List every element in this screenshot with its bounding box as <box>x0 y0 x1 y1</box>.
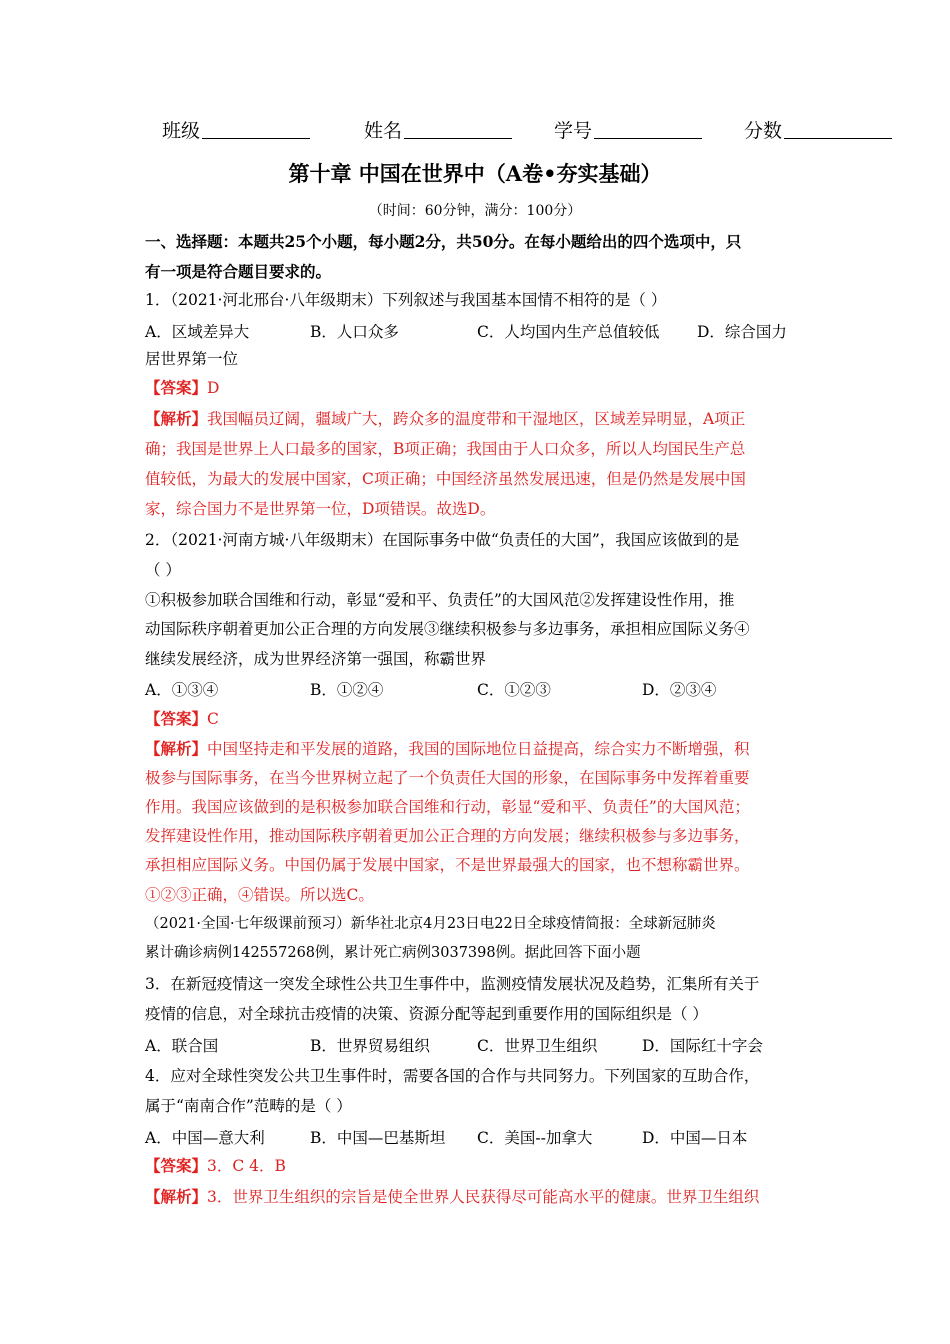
q4-option-c[interactable]: C．美国--加拿大 <box>477 1129 593 1147</box>
analysis-tag: 【解析】 <box>145 1187 208 1206</box>
q4-option-b[interactable]: B．中国—巴基斯坦 <box>310 1129 446 1147</box>
q2-analysis-line2: 极参与国际事务，在当今世界树立起了一个负责任大国的形象，在国际事务中发挥着重要 <box>145 769 750 787</box>
q2-analysis-line6: ①②③正确，④错误。所以选C。 <box>145 886 374 904</box>
q3-option-b[interactable]: B．世界贸易组织 <box>310 1037 430 1055</box>
student-id-label: 学号 <box>554 120 593 142</box>
q3-q4-answer-value: 3．C 4．B <box>207 1157 286 1175</box>
q1-answer-value: D <box>207 379 220 397</box>
q1-analysis-line4: 家，综合国力不是世界第一位，D项错误。故选D。 <box>145 500 496 518</box>
exam-duration: （时间：60分钟，满分：100分） <box>368 203 582 219</box>
q1-option-c[interactable]: C．人均国内生产总值较低 <box>477 323 660 341</box>
q2-option-b[interactable]: B．①②④ <box>310 681 384 699</box>
q2-analysis-text: 中国坚持走和平发展的道路，我国的国际地位日益提高，综合实力不断增强，积 <box>207 740 750 758</box>
score-label: 分数 <box>744 120 783 142</box>
question-4-options <box>145 1126 845 1146</box>
q1-option-d[interactable]: D．综合国力 <box>697 323 787 341</box>
question-2-stem: 2．（2021·河南方城·八年级期末）在国际事务中做“负责任的大国”，我国应该做到的是 <box>145 531 740 549</box>
q4-option-d[interactable]: D．中国—日本 <box>642 1129 748 1147</box>
question-2-options <box>145 678 845 698</box>
question-4-stem-line2: 属于“南南合作”范畴的是（ ） <box>145 1097 352 1115</box>
q2-analysis-line4: 发挥建设性作用，推动国际秩序朝着更加公正合理的方向发展；继续积极参与多边事务， <box>145 827 750 845</box>
q2-analysis-line5: 承担相应国际义务。中国仍属于发展中国家，不是世界最强大的国家，也不想称霸世界。 <box>145 856 750 874</box>
q3-option-d[interactable]: D．国际红十字会 <box>642 1037 763 1055</box>
analysis-tag: 【解析】 <box>145 739 208 758</box>
section-heading-line2: 有一项是符合题目要求的。 <box>145 262 332 281</box>
q1-answer <box>145 378 219 398</box>
class-blank[interactable] <box>202 118 310 139</box>
q2-analysis-line3: 作用。我国应该做到的是积极参加联合国维和行动，彰显“爱和平、负责任”的大国风范； <box>145 798 750 816</box>
score-field[interactable] <box>744 116 892 143</box>
q3-q4-answer <box>145 1156 286 1176</box>
q1-analysis-text: 我国幅员辽阔，疆域广大，跨众多的温度带和干湿地区，区域差异明显，A项正 <box>207 410 746 428</box>
question-3-stem-line1: 3．在新冠疫情这一突发全球性公共卫生事件中，监测疫情发展状况及趋势，汇集所有关于 <box>145 975 760 993</box>
class-field[interactable] <box>162 116 310 143</box>
q2-option-a[interactable]: A．①③④ <box>145 681 219 699</box>
question-3-stem-line2: 疫情的信息，对全球抗击疫情的决策、资源分配等起到重要作用的国际组织是（ ） <box>145 1005 708 1023</box>
name-field[interactable] <box>364 116 512 143</box>
name-blank[interactable] <box>404 118 512 139</box>
q1-analysis-line2: 确；我国是世界上人口最多的国家，B项正确；我国由于人口众多，所以人均国民生产总 <box>145 440 746 458</box>
q3-option-c[interactable]: C．世界卫生组织 <box>477 1037 598 1055</box>
answer-tag: 【答案】 <box>145 378 208 397</box>
q2-option-c[interactable]: C．①②③ <box>477 681 551 699</box>
q3-option-a[interactable]: A．联合国 <box>145 1037 219 1055</box>
class-label: 班级 <box>162 120 201 142</box>
question-2-body-line2: 动国际秩序朝着更加公正合理的方向发展③继续积极参与多边事务，承担相应国际义务④ <box>145 620 750 638</box>
q2-analysis-line1 <box>145 739 750 759</box>
page-title: 第十章 中国在世界中（A卷•夯实基础） <box>288 161 662 186</box>
question-1-stem: 1．（2021·河北邢台·八年级期末）下列叙述与我国基本国情不相符的是（ ） <box>145 291 667 309</box>
analysis-tag: 【解析】 <box>145 409 208 428</box>
question-2-body-line1: ①积极参加联合国维和行动，彰显“爱和平、负责任”的大国风范②发挥建设性作用，推 <box>145 591 735 609</box>
q2-answer <box>145 709 219 729</box>
name-label: 姓名 <box>364 120 403 142</box>
q4-option-a[interactable]: A．中国—意大利 <box>145 1129 265 1147</box>
question-4-stem-line1: 4．应对全球性突发公共卫生事件时，需要各国的合作与共同努力。下列国家的互助合作， <box>145 1067 760 1085</box>
question-3-options <box>145 1034 845 1054</box>
q1-analysis-line1 <box>145 409 745 429</box>
question-1-options <box>145 320 845 340</box>
q1-option-b[interactable]: B．人口众多 <box>310 323 399 341</box>
answer-tag: 【答案】 <box>145 1156 208 1175</box>
q1-option-a[interactable]: A．区域差异大 <box>145 323 250 341</box>
score-blank[interactable] <box>784 118 892 139</box>
material-line1: （2021·全国·七年级课前预习）新华社北京4月23日电22日全球疫情简报：全球新冠肺炎 <box>145 916 716 932</box>
q2-option-d[interactable]: D．②③④ <box>642 681 717 699</box>
material-line2: 累计确诊病例142557268例，累计死亡病例3037398例。据此回答下面小题 <box>145 945 641 961</box>
q3-analysis-text: 3．世界卫生组织的宗旨是使全世界人民获得尽可能高水平的健康。世界卫生组织 <box>207 1188 760 1206</box>
student-id-field[interactable] <box>554 116 702 143</box>
q1-analysis-line3: 值较低，为最大的发展中国家，C项正确；中国经济虽然发展迅速，但是仍然是发展中国 <box>145 470 746 488</box>
q2-answer-value: C <box>207 710 219 728</box>
section-heading-line1: 一、选择题：本题共25个小题，每小题2分，共50分。在每小题给出的四个选项中，只 <box>145 232 742 251</box>
q1-option-d-continued: 居世界第一位 <box>145 350 239 368</box>
q3-analysis-line1 <box>145 1187 759 1207</box>
student-id-blank[interactable] <box>594 118 702 139</box>
answer-tag: 【答案】 <box>145 709 208 728</box>
question-2-stem-bracket: （ ） <box>145 561 181 579</box>
question-2-body-line3: 继续发展经济，成为世界经济第一强国，称霸世界 <box>145 650 487 668</box>
